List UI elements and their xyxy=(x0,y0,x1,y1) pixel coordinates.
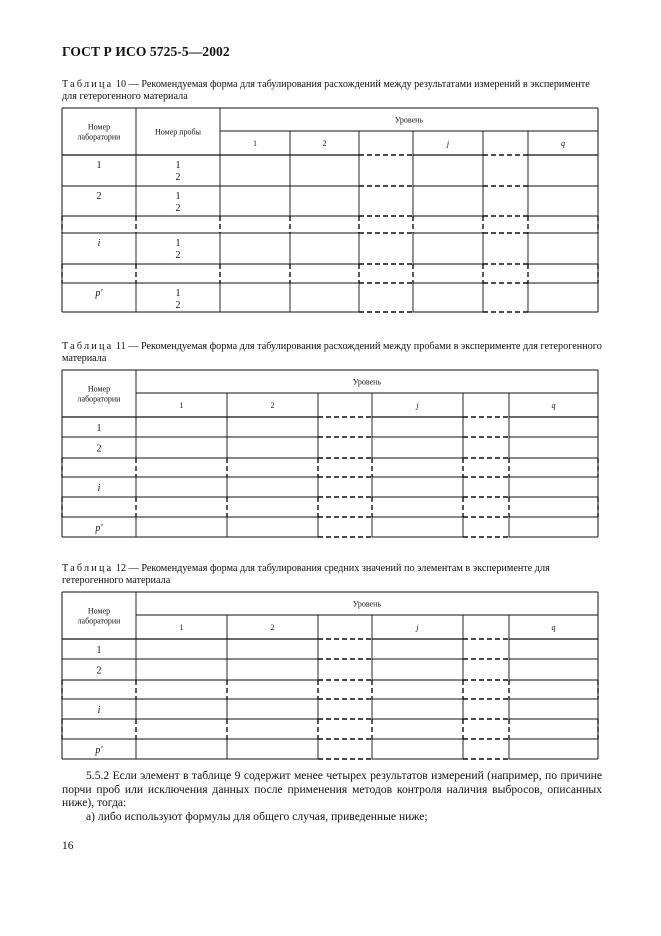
paragraph-5-5-2: 5.5.2 Если элемент в таблице 9 содержит менее четырех результатов измерений (например, по причине порчи проб или исключения данных после применения методов контроля наличия выбросов, описанных ниже), тогда: xyxy=(62,769,602,810)
level-column-label: q xyxy=(551,401,556,410)
table-12-caption-lead: Таблица xyxy=(62,563,114,574)
lab-number-cell: 1 xyxy=(96,423,102,434)
header-lab-number: Номер xyxy=(87,122,111,132)
level-column-label: q xyxy=(551,623,556,632)
level-column-label: j xyxy=(416,401,419,410)
header-lab-number: лаборатории xyxy=(77,616,121,626)
dash-mask xyxy=(464,638,509,640)
header-level-title: Уровень xyxy=(352,599,382,609)
page-number: 16 xyxy=(62,840,74,852)
table-11-caption-text: 11 — Рекомендуемая форма для табулирования расхождений между пробами в эксперименте для гетерогенного материала xyxy=(62,341,602,365)
dash-mask xyxy=(464,758,509,760)
header-lab-number: лаборатории xyxy=(77,132,121,142)
lab-number-cell: 2 xyxy=(96,191,102,202)
header-lab-number: Номер xyxy=(87,606,111,616)
header-level-title: Уровень xyxy=(352,377,382,387)
document-header: ГОСТ Р ИСО 5725-5—2002 xyxy=(62,44,230,59)
table-10-caption-text: 10 — Рекомендуемая форма для табулирования расхождений между результатами измерений в эксперименте для гетерогенного материала xyxy=(62,79,590,103)
level-column-label: 2 xyxy=(322,139,327,148)
table-10-caption-lead: Таблица xyxy=(62,79,114,90)
lab-number-cell: i xyxy=(97,238,101,249)
level-column-label: 1 xyxy=(179,401,184,410)
header-lab-number: лаборатории xyxy=(77,394,121,404)
lab-number-cell: 1 xyxy=(96,645,102,656)
sample-number-cell: 1 xyxy=(175,160,181,171)
level-column-label: j xyxy=(446,139,450,148)
sample-number-cell: 2 xyxy=(175,172,181,183)
level-column-label: 2 xyxy=(270,401,275,410)
sample-number-cell: 2 xyxy=(175,300,181,311)
lab-number-cell: i xyxy=(97,483,101,494)
lab-number-cell: i xyxy=(97,705,101,716)
table-12-caption-text: 12 — Рекомендуемая форма для табулирования средних значений по элементам в эксперименте для гетерогенного материала xyxy=(62,563,550,587)
lab-number-cell: p' xyxy=(95,745,103,756)
level-column-label: 1 xyxy=(253,139,257,148)
sample-number-cell: 1 xyxy=(175,191,181,202)
header-sample-number: Номер пробы xyxy=(155,127,201,137)
lab-number-cell: p' xyxy=(95,523,103,534)
lab-number-cell: p' xyxy=(95,288,103,299)
lab-number-cell: 2 xyxy=(96,443,102,455)
paragraph-item-a: а) либо используют формулы для общего случая, приведенные ниже; xyxy=(86,810,428,823)
table-11-caption-lead: Таблица xyxy=(62,341,114,352)
level-column-label: q xyxy=(561,139,565,148)
sample-number-cell: 1 xyxy=(175,288,181,299)
sample-number-cell: 1 xyxy=(175,238,181,249)
level-column-label: j xyxy=(416,623,419,632)
sample-number-cell: 2 xyxy=(175,203,181,214)
header-lab-number: Номер xyxy=(87,384,111,394)
lab-number-cell: 1 xyxy=(96,160,102,171)
sample-number-cell: 2 xyxy=(175,250,181,261)
level-column-label: 1 xyxy=(179,623,184,632)
level-column-label: 2 xyxy=(270,623,275,632)
lab-number-cell: 2 xyxy=(96,665,102,677)
header-level-title: Уровень xyxy=(394,115,424,125)
